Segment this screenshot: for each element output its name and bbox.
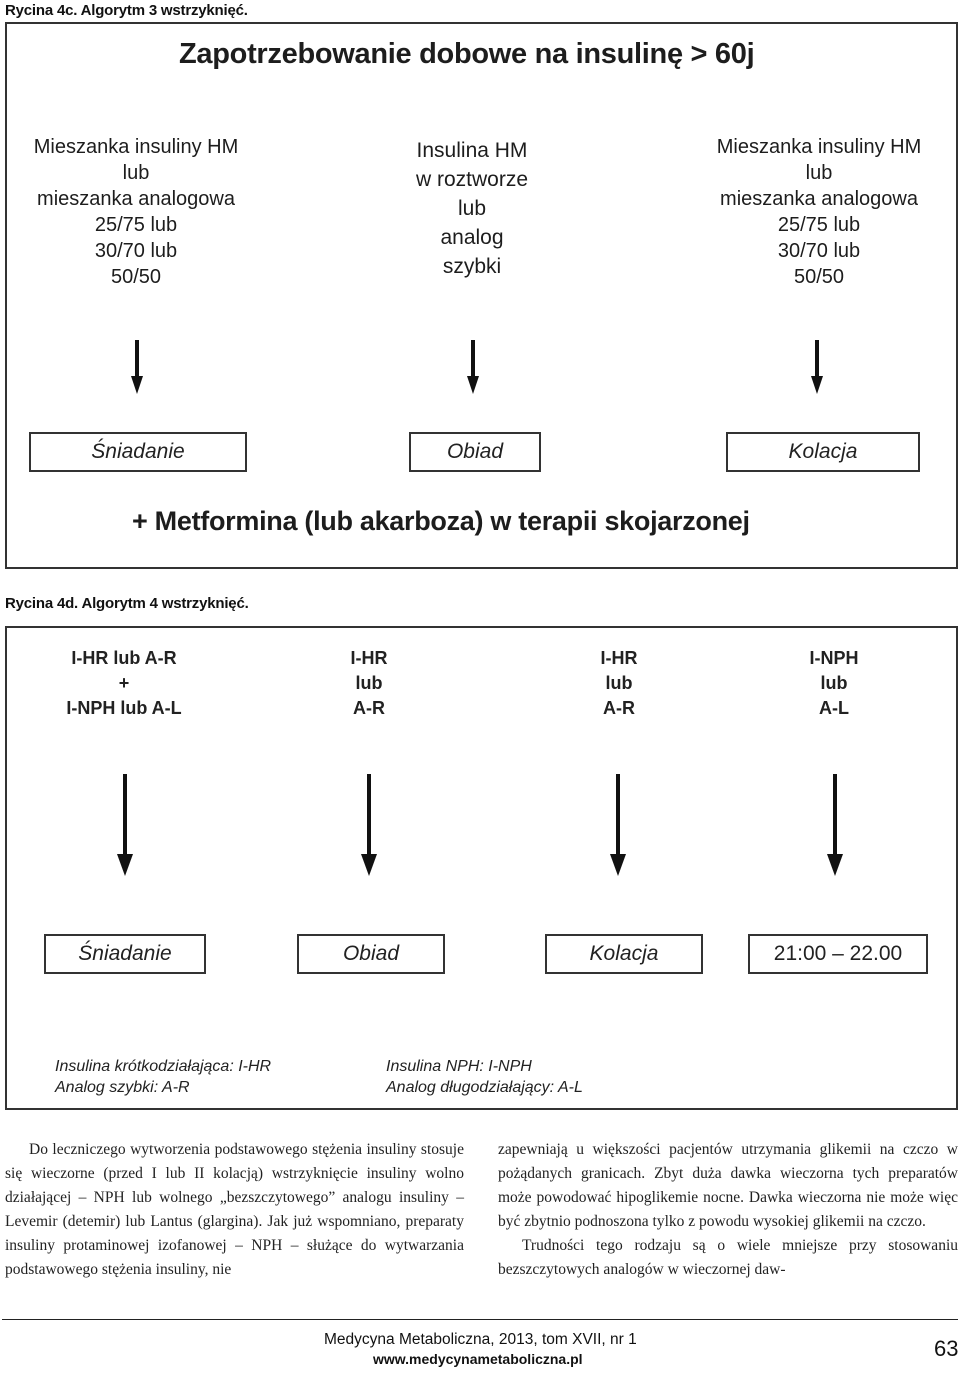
time-box-evening: 21:00 – 22.00 <box>748 934 928 974</box>
paragraph: zapewniają u większości pacjentów utrzymania glikemii na czczo w pożądanych granicach. Zbyt duża dawka wieczorna tych preparatów może powodować hipoglikemie nocne. Dawka wieczorna nie może więc być zbytnio podnoszona tylko z powodu wysokiej glikemii na czczo. <box>498 1141 958 1230</box>
figure-4d-source-4: I-NPH lub A-L <box>809 648 859 718</box>
figure-4c-footer: + Metformina (lub akarboza) w terapii skojarzonej <box>132 506 750 536</box>
figure-4c <box>5 22 958 569</box>
figure-4c-source-2: Insulina HM w roztworze lub analog szybki <box>415 139 529 278</box>
figure-4d-source-1: I-HR lub A-R + I-NPH lub A-L <box>66 648 182 718</box>
meal-box-dinner: Kolacja <box>545 934 703 974</box>
footer-rule <box>2 1319 958 1320</box>
figure-4d <box>5 626 958 1110</box>
meal-box-dinner: Kolacja <box>726 432 920 472</box>
paragraph: Trudności tego rodzaju są o wiele mniejsze przy stosowaniu bezszczytowych analogów w wieczornej daw- <box>498 1237 958 1278</box>
text-column-right <box>498 1138 958 1282</box>
legend-right: Insulina NPH: I-NPH Analog długodziałający: A-L <box>386 1058 583 1096</box>
figure-4c-caption: Rycina 4c. Algorytm 3 wstrzyknięć. <box>5 2 248 19</box>
figure-4d-caption: Rycina 4d. Algorytm 4 wstrzyknięć. <box>5 595 249 612</box>
footer-journal: Medycyna Metaboliczna, 2013, tom XVII, nr 1 <box>324 1331 637 1348</box>
figure-4c-source-3: Mieszanka insuliny HM lub mieszanka analogowa 25/75 lub 30/70 lub 50/50 <box>716 136 922 288</box>
page-number: 63 <box>934 1336 959 1361</box>
figure-4c-source-1: Mieszanka insuliny HM lub mieszanka analogowa 25/75 lub 30/70 lub 50/50 <box>33 136 239 288</box>
meal-box-lunch: Obiad <box>297 934 445 974</box>
legend-left: Insulina krótkodziałająca: I-HR Analog szybki: A-R <box>55 1058 272 1096</box>
paragraph: Do leczniczego wytworzenia podstawowego stężenia insuliny stosuje się wieczorne (przed I lub II kolacją) wstrzyknięcie insuliny wolno działającej – NPH lub wolnego „bezszczytowego” analogu insuliny – Levemir (detemir) lub Lantus (glargina). Jak już wspomniano, preparaty insuliny protaminowej izofanowej – NPH – służące do wytwarzania podstawowego stężenia insuliny, nie <box>5 1141 464 1278</box>
footer-url[interactable]: www.medycynametaboliczna.pl <box>373 1351 583 1367</box>
text-column-left <box>5 1138 464 1282</box>
meal-box-breakfast: Śniadanie <box>44 934 206 974</box>
figure-4c-title: Zapotrzebowanie dobowe na insulinę > 60j <box>179 38 755 70</box>
meal-box-breakfast: Śniadanie <box>29 432 247 472</box>
figure-4d-source-3: I-HR lub A-R <box>600 648 638 718</box>
meal-box-lunch: Obiad <box>409 432 541 472</box>
figure-4d-source-2: I-HR lub A-R <box>350 648 388 718</box>
